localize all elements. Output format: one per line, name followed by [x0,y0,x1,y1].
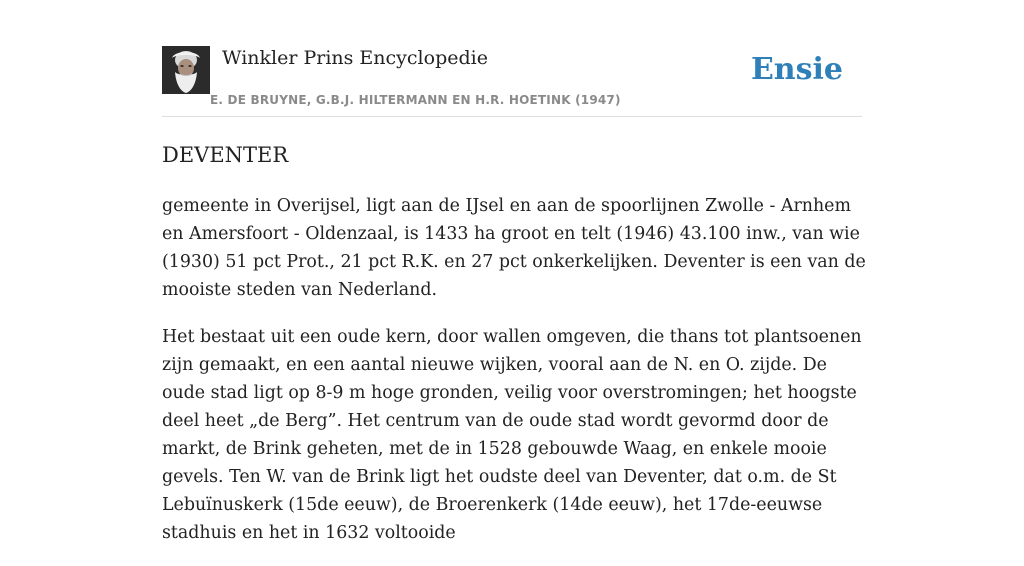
site-header [162,46,862,117]
entry-paragraph: gemeente in Overijsel, ligt aan de IJsel en aan de spoorlijnen Zwolle - Arnhem en Amersfoort - Oldenzaal, is 1433 ha groot en telt (1946) 43.100 inw., van wie (1930) 51 pct Prot., 21 pct R.K. en 27 pct onkerkelijken. Deventer is een van de mooiste steden van Nederland. [162,196,866,300]
bearded-man-portrait-icon [162,46,210,94]
site-title[interactable]: Winkler Prins Encyclopedie [222,47,488,69]
entry-content [162,192,867,566]
entry-title: DEVENTER [162,143,289,167]
ensie-logo-link[interactable]: Ensie [750,52,843,87]
authors-credit: E. DE BRUYNE, G.B.J. HILTERMANN EN H.R. HOETINK (1947) [210,93,621,107]
entry-paragraph: Het bestaat uit een oude kern, door wallen omgeven, die thans tot plantsoenen zijn gemaakt, en een aantal nieuwe wijken, vooral aan de N. en O. zijde. De oude stad ligt op 8-9 m hoge gronden, veilig voor overstromingen; het hoogste deel heet „de Berg”. Het centrum van de oude stad wordt gevormd door de markt, de Brink geheten, met de in 1528 gebouwde Waag, en enkele mooie gevels. Ten W. van de Brink ligt het oudste deel van Deventer, dat o.m. de St Lebuïnuskerk (15de eeuw), de Broerenkerk (14de eeuw), het 17de-eeuwse stadhuis en het in 1632 voltooide [162,327,862,543]
